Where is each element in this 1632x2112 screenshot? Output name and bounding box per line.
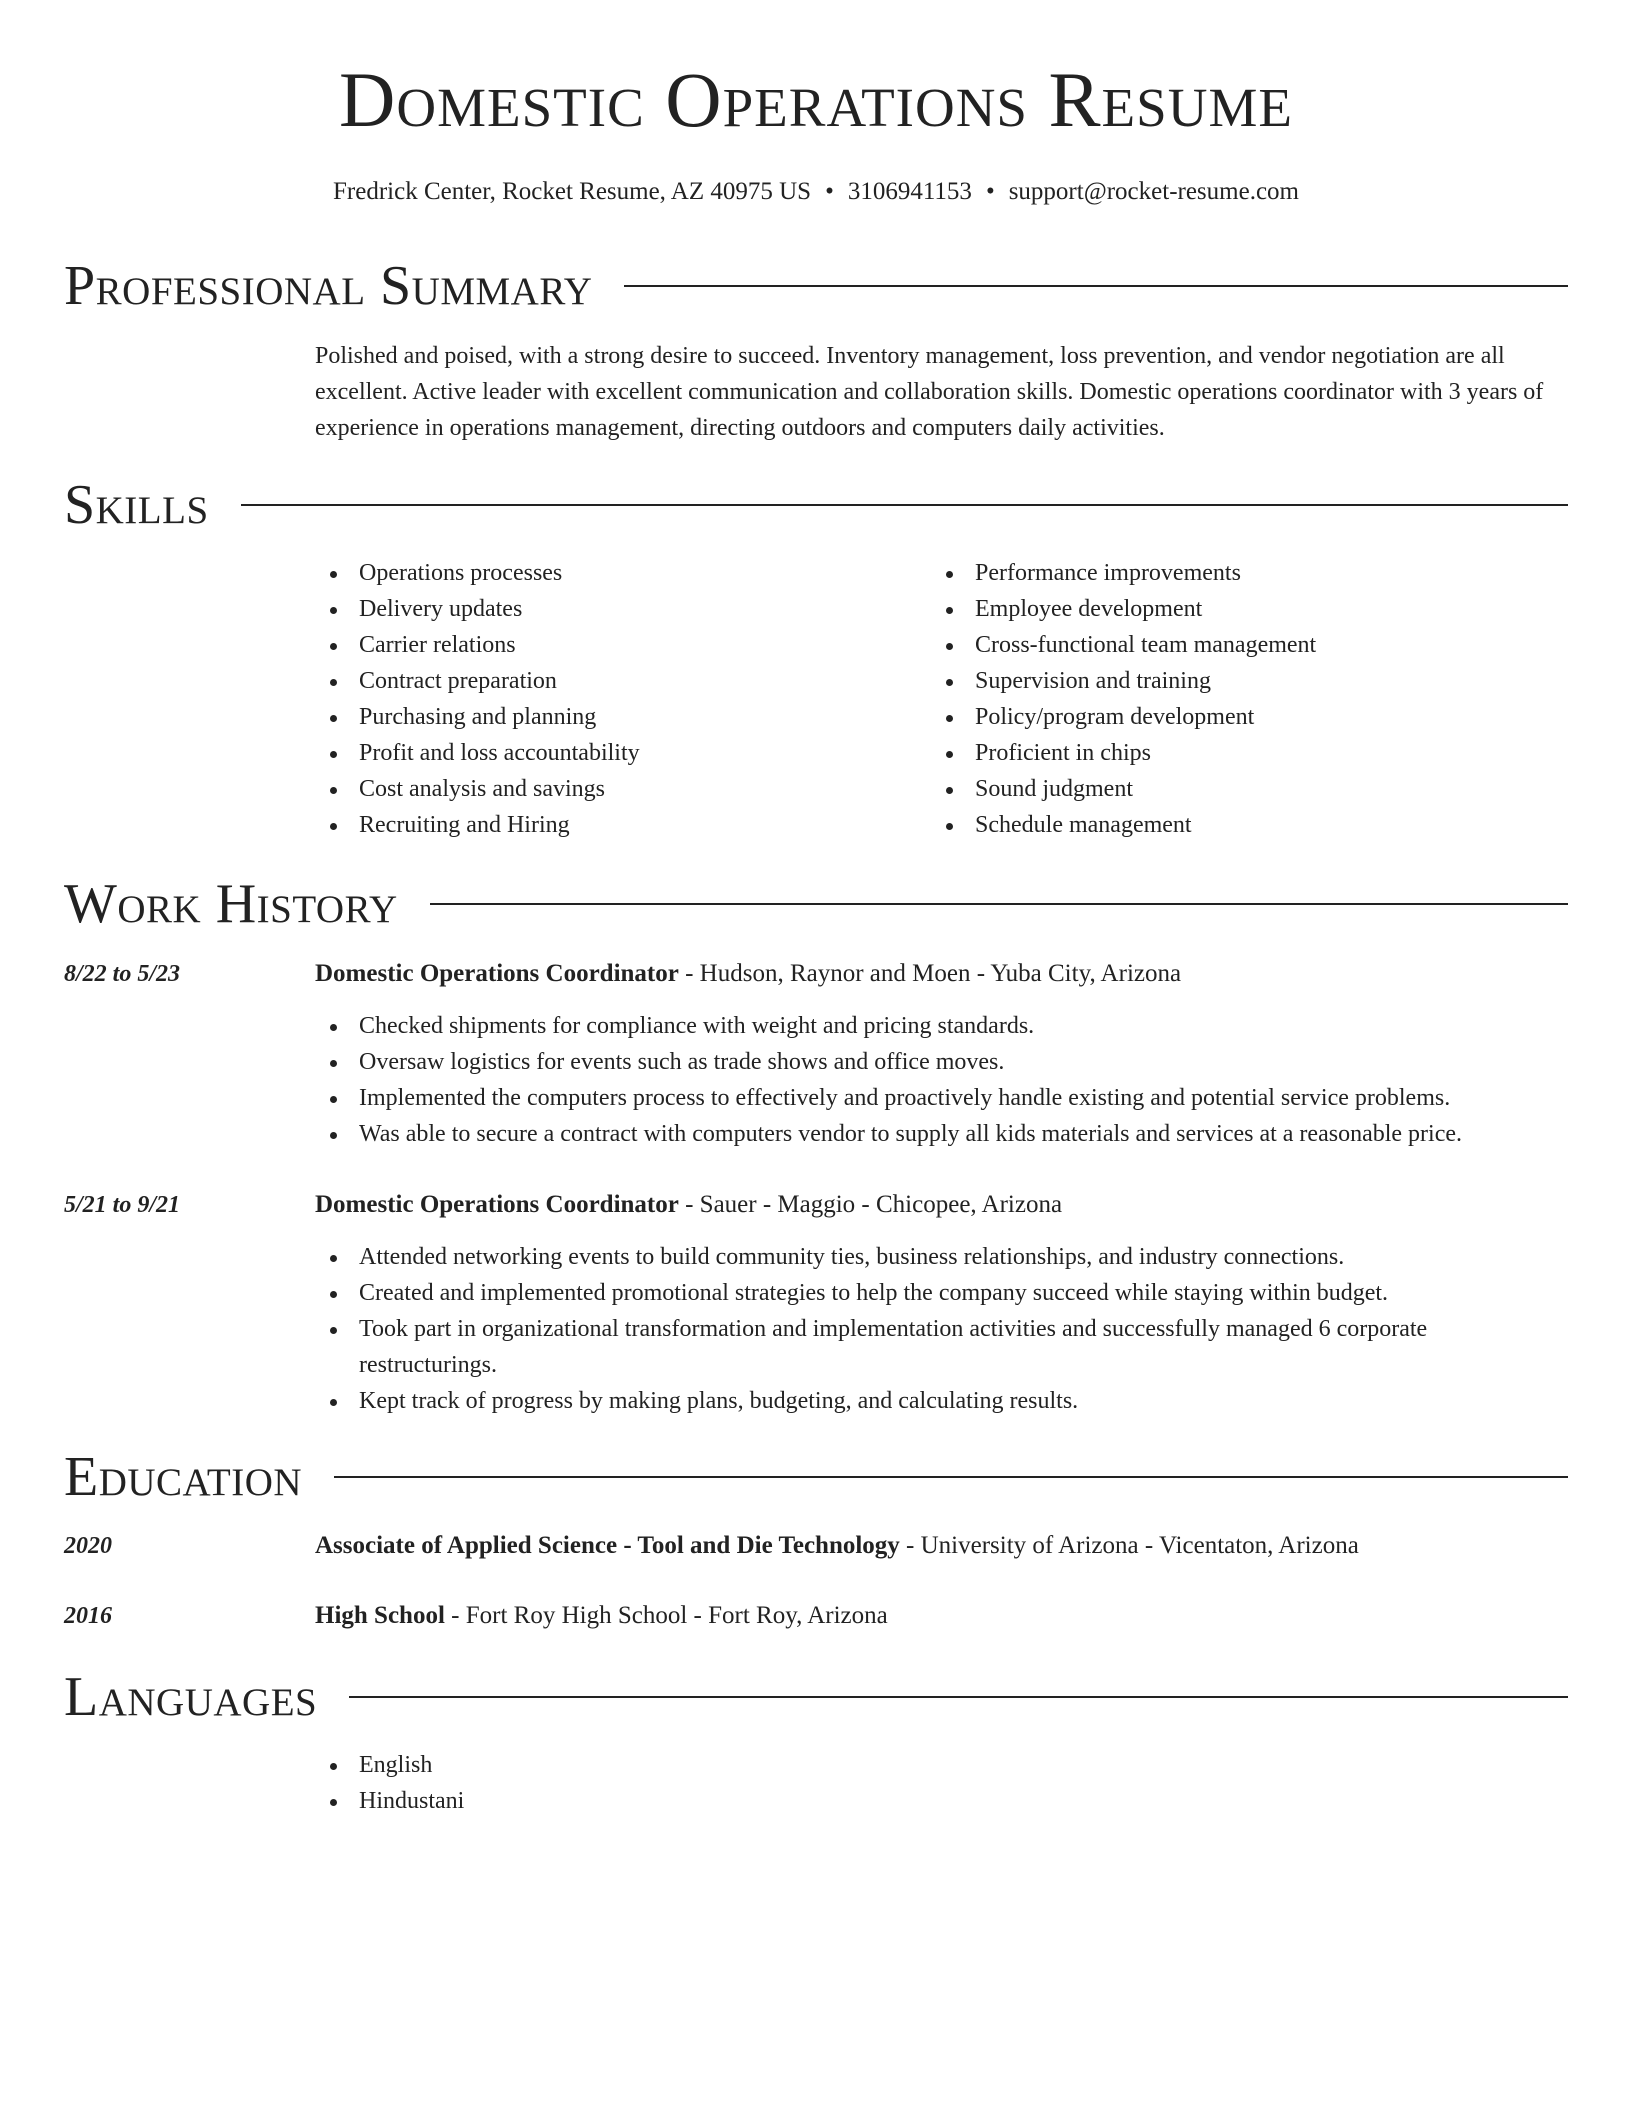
work-headline xyxy=(315,956,1568,992)
skills-column-left xyxy=(315,555,915,843)
work-dates: 8/22 to 5/23 xyxy=(64,961,181,987)
skill-item: Cost analysis and savings xyxy=(315,771,915,807)
contact-phone: 3106941153 xyxy=(847,178,972,205)
skill-item: Proficient in chips xyxy=(931,735,1531,771)
skill-item: Profit and loss accountability xyxy=(315,735,915,771)
languages-heading: Languages xyxy=(64,1666,318,1728)
skill-item: Schedule management xyxy=(931,807,1531,843)
section-divider xyxy=(430,903,1568,905)
education-degree: Associate of Applied Science - Tool and Die Technology xyxy=(315,1532,900,1559)
education-headline xyxy=(315,1528,1568,1564)
education-year: 2016 xyxy=(64,1603,112,1629)
work-content xyxy=(315,1187,1568,1419)
work-bullet: Created and implemented promotional strategies to help the company succeed while staying within budget. xyxy=(315,1275,1568,1311)
work-bullet: Implemented the computers process to effectively and proactively handle existing and potential service problems. xyxy=(315,1080,1568,1116)
education-school: - University of Arizona - Vicentaton, Arizona xyxy=(899,1532,1359,1559)
work-headline xyxy=(315,1187,1568,1223)
education-degree: High School xyxy=(315,1602,445,1629)
skills-heading: Skills xyxy=(64,474,209,536)
languages-list xyxy=(315,1747,1568,1819)
skill-item: Sound judgment xyxy=(931,771,1531,807)
skill-item: Supervision and training xyxy=(931,663,1531,699)
skill-item: Carrier relations xyxy=(315,627,915,663)
work-bullet: Checked shipments for compliance with weight and pricing standards. xyxy=(315,1008,1568,1044)
language-item: Hindustani xyxy=(315,1783,1568,1819)
skills-section-header xyxy=(64,472,1568,538)
skill-item: Operations processes xyxy=(315,555,915,591)
skill-item: Employee development xyxy=(931,591,1531,627)
section-divider xyxy=(241,504,1568,506)
contact-separator: • xyxy=(985,178,995,205)
language-item: English xyxy=(315,1747,1568,1783)
languages-section-header xyxy=(64,1664,1568,1730)
education-content xyxy=(315,1528,1568,1564)
summary-section-header xyxy=(64,253,1568,319)
job-employer: - Hudson, Raynor and Moen - Yuba City, Arizona xyxy=(678,960,1182,987)
skill-item: Policy/program development xyxy=(931,699,1531,735)
summary-heading: Professional Summary xyxy=(64,255,593,317)
work-bullet: Attended networking events to build community ties, business relationships, and industry connections. xyxy=(315,1239,1568,1275)
contact-line xyxy=(0,175,1632,209)
skill-item: Cross-functional team management xyxy=(931,627,1531,663)
work-content xyxy=(315,956,1568,1152)
work-bullet: Was able to secure a contract with computers vendor to supply all kids materials and services at a reasonable price. xyxy=(315,1116,1568,1152)
summary-text: Polished and poised, with a strong desire to succeed. Inventory management, loss prevention, and vendor negotiation are all excellent. Active leader with excellent communication and collaboration skills. Domestic operations coordinator with 3 years of experience in operations management, directing outdoors and computers daily activities. xyxy=(315,343,1544,441)
contact-email: support@rocket-resume.com xyxy=(1008,178,1299,205)
skill-item: Contract preparation xyxy=(315,663,915,699)
job-title: Domestic Operations Coordinator xyxy=(315,960,679,987)
work-dates: 5/21 to 9/21 xyxy=(64,1192,181,1218)
education-section-header xyxy=(64,1444,1568,1510)
skill-item: Performance improvements xyxy=(931,555,1531,591)
skills-column-right xyxy=(931,555,1531,843)
work-bullet: Oversaw logistics for events such as trade shows and office moves. xyxy=(315,1044,1568,1080)
education-heading: Education xyxy=(64,1446,303,1508)
skill-item: Delivery updates xyxy=(315,591,915,627)
page-title: Domestic Operations Resume xyxy=(339,56,1293,143)
section-divider xyxy=(334,1476,1568,1478)
work-bullet: Kept track of progress by making plans, budgeting, and calculating results. xyxy=(315,1383,1568,1419)
education-year: 2020 xyxy=(64,1533,112,1559)
contact-separator: • xyxy=(825,178,834,205)
contact-address: Fredrick Center, Rocket Resume, AZ 40975 US xyxy=(333,178,812,205)
skill-item: Recruiting and Hiring xyxy=(315,807,915,843)
education-school: - Fort Roy High School - Fort Roy, Arizona xyxy=(444,1602,888,1629)
education-headline xyxy=(315,1598,1568,1634)
job-title: Domestic Operations Coordinator xyxy=(315,1191,679,1218)
work-section-header xyxy=(64,871,1568,937)
work-bullet: Took part in organizational transformation and implementation activities and successfully managed 6 corporate restructurings. xyxy=(315,1311,1568,1383)
work-heading: Work History xyxy=(64,873,398,935)
education-content xyxy=(315,1598,1568,1634)
job-employer: - Sauer - Maggio - Chicopee, Arizona xyxy=(678,1191,1063,1218)
skill-item: Purchasing and planning xyxy=(315,699,915,735)
section-divider xyxy=(624,285,1568,287)
section-divider xyxy=(349,1696,1568,1698)
